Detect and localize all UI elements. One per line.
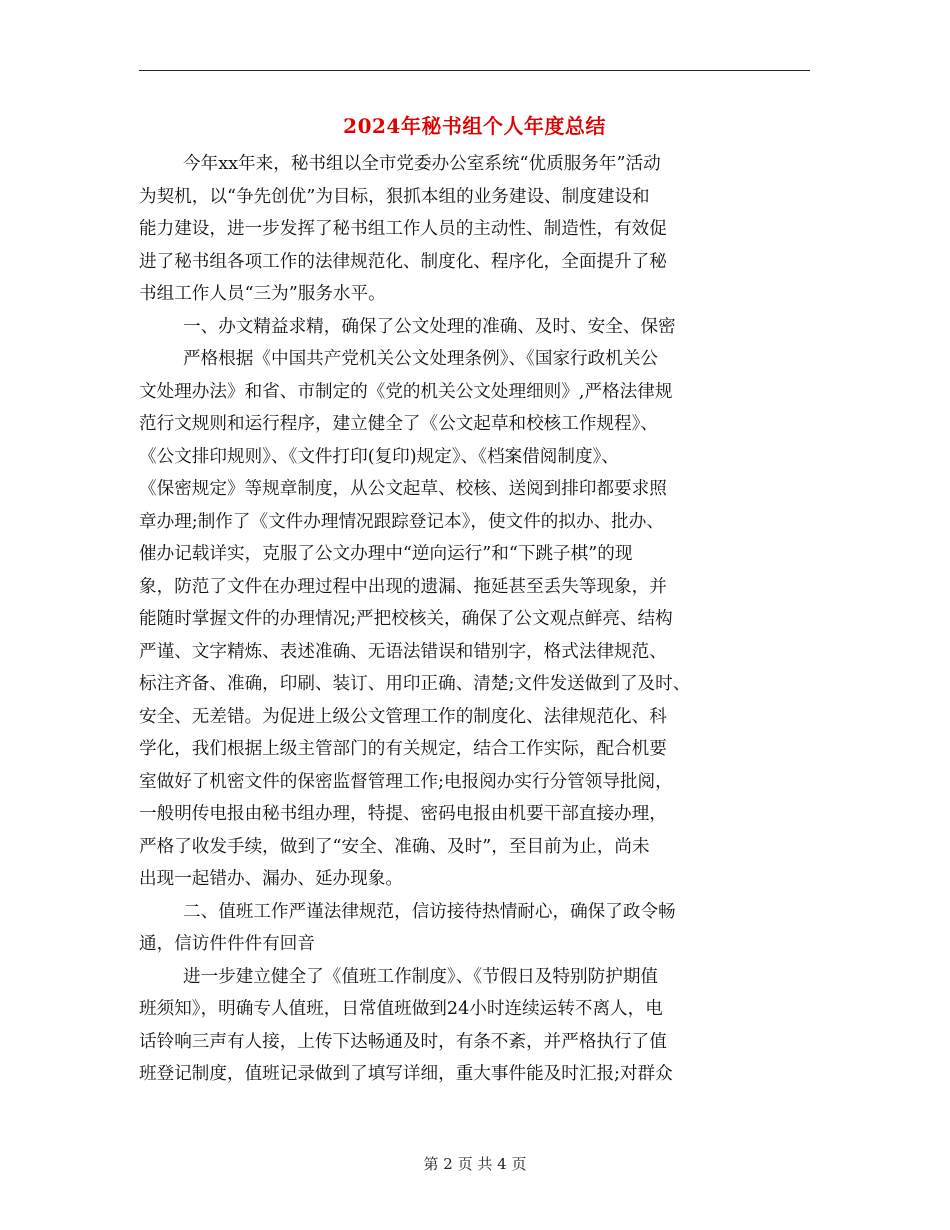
text-line: 进一步建立健全了《值班工作制度》、《节假日及特别防护期值 [183, 966, 659, 987]
text-line: 学化，我们根据上级主管部门的有关规定，结合工作实际，配合机要 [139, 739, 667, 759]
text-line: 班登记制度，值班记录做到了填写详细，重大事件能及时汇报;对群众 [139, 1064, 673, 1084]
text-line: 文处理办法》和省、市制定的《党的机关公文处理细则》,严格法律规 [139, 381, 673, 402]
text-line: 能随时掌握文件的办理情况;严把校核关，确保了公文观点鲜亮、结构 [139, 609, 673, 629]
text-line: 书组工作人员“三为”服务水平。 [139, 284, 386, 304]
text-line: 今年xx年来，秘书组以全市党委办公室系统“优质服务年”活动 [183, 154, 661, 174]
document-body [139, 148, 810, 1091]
text-line: 严格了收发手续，做到了“安全、准确、及时”，至目前为止，尚未 [139, 836, 650, 857]
text-line: 严格根据《中国共产党机关公文处理条例》、《国家行政机关公 [183, 349, 659, 369]
text-line: 《保密规定》等规章制度，从公文起草、校核、送阅到排印都要求照 [139, 479, 667, 499]
text-line: 二、值班工作严谨法律规范，信访接待热情耐心，确保了政令畅 [183, 901, 676, 922]
text-line: 《公文排印规则》、《文件打印(复印)规定》、《档案借阅制度》、 [139, 446, 619, 467]
page-number: 第 2 页 共 4 页 [423, 1155, 527, 1173]
text-line: 为契机，以“争先创优”为目标，狠抓本组的业务建设、制度建设和 [139, 186, 650, 207]
text-line: 进了秘书组各项工作的法律规范化、制度化、程序化，全面提升了秘 [139, 251, 667, 272]
text-line: 范行文规则和运行程序，建立健全了《公文起草和校核工作规程》、 [139, 414, 659, 434]
document-title: 2024年秘书组个人年度总结 [343, 114, 606, 138]
text-line: 通，信访件件件有回音 [139, 934, 315, 954]
text-line: 班须知》，明确专人值班，日常值班做到24小时连续运转不离人，电 [139, 999, 663, 1019]
text-line: 象，防范了文件在办理过程中出现的遗漏、拖延甚至丢失等现象，并 [139, 576, 667, 597]
text-line: 章办理;制作了《文件办理情况跟踪登记本》，使文件的拟办、批办、 [139, 511, 664, 532]
text-line: 室做好了机密文件的保密监督管理工作;电报阅办实行分管领导批阅， [139, 771, 673, 792]
text-line: 严谨、文字精炼、表述准确、无语法错误和错别字，格式法律规范、 [139, 641, 667, 662]
text-line: 一般明传电报由秘书组办理，特提、密码电报由机要干部直接办理， [139, 804, 667, 824]
text-line: 标注齐备、准确，印刷、装订、用印正确、清楚;文件发送做到了及时、 [139, 674, 691, 694]
header-rule [139, 70, 810, 71]
text-line: 能力建设，进一步发挥了秘书组工作人员的主动性、制造性，有效促 [139, 219, 667, 239]
text-line: 安全、无差错。为促进上级公文管理工作的制度化、法律规范化、科 [139, 706, 667, 727]
text-line: 一、办文精益求精，确保了公文处理的准确、及时、安全、保密 [183, 316, 676, 337]
text-line: 出现一起错办、漏办、延办现象。 [139, 869, 403, 889]
text-line: 话铃响三声有人接，上传下达畅通及时，有条不紊，并严格执行了值 [139, 1031, 667, 1052]
text-line: 催办记载详实，克服了公文办理中“逆向运行”和“下跳子棋”的现 [139, 544, 633, 564]
